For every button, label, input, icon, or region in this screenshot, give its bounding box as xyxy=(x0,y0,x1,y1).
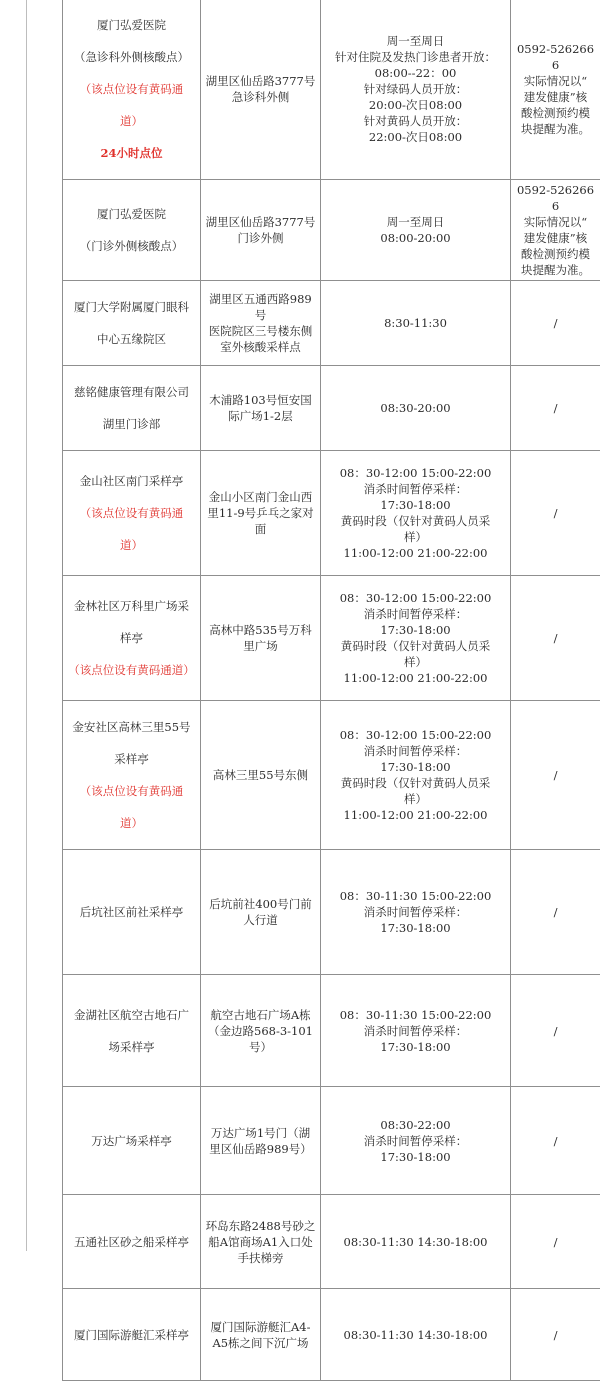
site-name-line: 厦门国际游艇汇采样亭 xyxy=(66,1327,197,1343)
site-hours-cell: 08:30-22:00 消杀时间暂停采样： 17:30-18:00 xyxy=(321,1087,511,1195)
site-name-line: 慈铭健康管理有限公司 xyxy=(66,384,197,400)
site-name-line: 厦门大学附属厦门眼科 xyxy=(66,299,197,315)
site-note-cell: / xyxy=(511,576,600,701)
table-row xyxy=(63,975,600,1087)
site-address-cell: 湖里区仙岳路3777号 门诊外侧 xyxy=(201,180,321,281)
site-hours-cell: 08：30-12:00 15:00-22:00 消杀时间暂停采样： 17:30-18:00 黄码时段（仅针对黄码人员采 样） 11:00-12:00 21:00-22:00 xyxy=(321,701,511,850)
yellow-code-note: （该点位设有黄码通 xyxy=(66,783,197,799)
site-name-line: 后坑社区前社采样亭 xyxy=(66,904,197,920)
site-name-line: 厦门弘爱医院 xyxy=(66,206,197,222)
site-name-line: 采样亭 xyxy=(66,751,197,767)
site-address-cell: 后坑前社400号门前 人行道 xyxy=(201,850,321,975)
site-address-cell: 厦门国际游艇汇A4- A5栋之间下沉广场 xyxy=(201,1289,321,1381)
table-row xyxy=(63,701,600,850)
site-name-line: 金林社区万科里广场采 xyxy=(66,598,197,614)
24h-site-badge: 24小时点位 xyxy=(66,145,197,161)
site-name-cell xyxy=(63,180,201,281)
site-note-cell: 0592-5262666 实际情况以“ 建发健康”核 酸检测预约模 块提醒为准。 xyxy=(511,180,600,281)
site-name-cell xyxy=(63,451,201,576)
site-hours-cell: 08：30-11:30 15:00-22:00 消杀时间暂停采样： 17:30-18:00 xyxy=(321,975,511,1087)
site-note-cell: / xyxy=(511,701,600,850)
site-address-cell: 高林中路535号万科 里广场 xyxy=(201,576,321,701)
site-note-cell: / xyxy=(511,1195,600,1289)
site-note-cell: / xyxy=(511,366,600,451)
site-hours-cell: 08：30-12:00 15:00-22:00 消杀时间暂停采样： 17:30-18:00 黄码时段（仅针对黄码人员采 样） 11:00-12:00 21:00-22:00 xyxy=(321,451,511,576)
testing-sites-table xyxy=(62,0,600,1381)
yellow-code-note: 道） xyxy=(66,537,197,553)
site-name-cell xyxy=(63,0,201,180)
site-name-line: 万达广场采样亭 xyxy=(66,1133,197,1149)
site-name-line: 中心五缘院区 xyxy=(66,331,197,347)
site-hours-cell: 周一至周日 08:00-20:00 xyxy=(321,180,511,281)
table-row xyxy=(63,576,600,701)
site-name-line: 金湖社区航空古地石广 xyxy=(66,1007,197,1023)
site-name-line: 厦门弘爱医院 xyxy=(66,17,197,33)
site-hours-cell: 8:30-11:30 xyxy=(321,281,511,366)
site-hours-cell: 08：30-12:00 15:00-22:00 消杀时间暂停采样： 17:30-18:00 黄码时段（仅针对黄码人员采 样） 11:00-12:00 21:00-22:00 xyxy=(321,576,511,701)
table-row xyxy=(63,180,600,281)
yellow-code-note: （该点位设有黄码通道） xyxy=(66,662,197,678)
table-row xyxy=(63,366,600,451)
site-hours-cell: 周一至周日 针对住院及发热门诊患者开放： 08:00--22：00 针对绿码人员开放： 20:00-次日08:00 针对黄码人员开放： 22:00-次日08:00 xyxy=(321,0,511,180)
site-address-cell: 航空古地石广场A栋 （金边路568-3-101 号） xyxy=(201,975,321,1087)
site-address-cell: 环岛东路2488号砂之 船A馆商场A1入口处 手扶梯旁 xyxy=(201,1195,321,1289)
table-row xyxy=(63,1087,600,1195)
site-name-line: 五通社区砂之船采样亭 xyxy=(66,1234,197,1250)
site-name-cell xyxy=(63,576,201,701)
site-hours-cell: 08:30-20:00 xyxy=(321,366,511,451)
site-hours-cell: 08:30-11:30 14:30-18:00 xyxy=(321,1289,511,1381)
site-name-cell xyxy=(63,701,201,850)
site-address-cell: 湖里区五通西路989 号 医院院区三号楼东侧 室外核酸采样点 xyxy=(201,281,321,366)
yellow-code-note: 道） xyxy=(66,113,197,129)
yellow-code-note: （该点位设有黄码通 xyxy=(66,505,197,521)
site-name-line: 金安社区高林三里55号 xyxy=(66,719,197,735)
table-row xyxy=(63,1289,600,1381)
site-note-cell: / xyxy=(511,451,600,576)
site-note-cell: 0592-5262666 实际情况以“ 建发健康”核 酸检测预约模 块提醒为准。 xyxy=(511,0,600,180)
site-name-cell xyxy=(63,1087,201,1195)
site-name-cell xyxy=(63,975,201,1087)
site-address-cell: 万达广场1号门（湖 里区仙岳路989号） xyxy=(201,1087,321,1195)
site-hours-cell: 08：30-11:30 15:00-22:00 消杀时间暂停采样： 17:30-18:00 xyxy=(321,850,511,975)
site-name-line: （门诊外侧核酸点） xyxy=(66,238,197,254)
site-name-cell xyxy=(63,366,201,451)
site-note-cell: / xyxy=(511,281,600,366)
site-name-cell xyxy=(63,1289,201,1381)
yellow-code-note: 道） xyxy=(66,815,197,831)
site-note-cell: / xyxy=(511,1087,600,1195)
site-note-cell: / xyxy=(511,1289,600,1381)
site-address-cell: 高林三里55号东侧 xyxy=(201,701,321,850)
table-row xyxy=(63,1195,600,1289)
table-row xyxy=(63,451,600,576)
table-row xyxy=(63,281,600,366)
left-margin-rule xyxy=(26,0,27,1251)
site-name-line: 湖里门诊部 xyxy=(66,416,197,432)
site-name-cell xyxy=(63,281,201,366)
site-note-cell: / xyxy=(511,975,600,1087)
site-name-cell xyxy=(63,850,201,975)
site-name-line: 金山社区南门采样亭 xyxy=(66,473,197,489)
table-row xyxy=(63,850,600,975)
site-address-cell: 木浦路103号恒安国 际广场1-2层 xyxy=(201,366,321,451)
site-name-line: 样亭 xyxy=(66,630,197,646)
site-name-cell xyxy=(63,1195,201,1289)
site-address-cell: 湖里区仙岳路3777号 急诊科外侧 xyxy=(201,0,321,180)
table-row xyxy=(63,0,600,180)
yellow-code-note: （该点位设有黄码通 xyxy=(66,81,197,97)
site-name-line: （急诊科外侧核酸点） xyxy=(66,49,197,65)
site-address-cell: 金山小区南门金山西 里11-9号乒乓之家对 面 xyxy=(201,451,321,576)
site-name-line: 场采样亭 xyxy=(66,1039,197,1055)
site-note-cell: / xyxy=(511,850,600,975)
site-hours-cell: 08:30-11:30 14:30-18:00 xyxy=(321,1195,511,1289)
